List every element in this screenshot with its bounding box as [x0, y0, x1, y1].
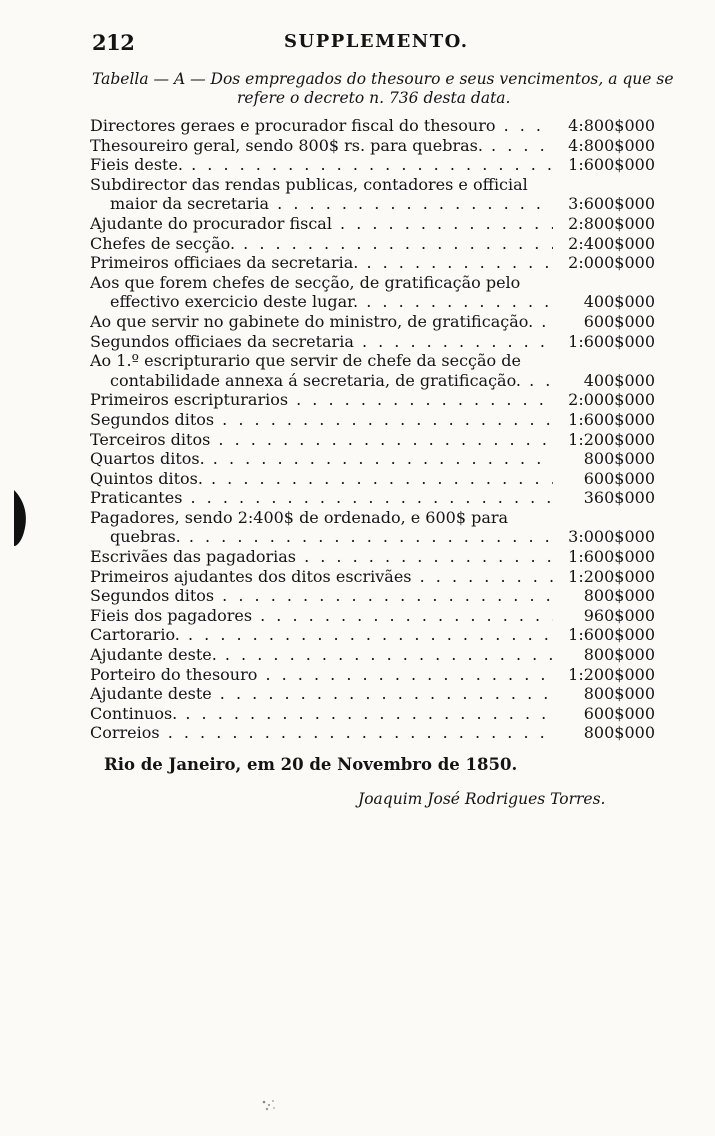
salary-table — [90, 116, 655, 743]
entry-description: Quintos ditos. . . . — [90, 469, 553, 489]
table-row — [90, 684, 655, 704]
entry-description: Fieis dos pagadores . . . — [90, 606, 553, 626]
ink-speck-icon — [258, 1096, 280, 1114]
table-row — [90, 665, 655, 685]
table-row — [90, 312, 655, 332]
entry-description — [90, 351, 553, 390]
entry-amount: 800$000 — [583, 645, 655, 665]
entry-description: Segundos ditos . . . — [90, 586, 553, 606]
entry-description: Thesoureiro geral, sendo 800$ rs. para quebras. . . . — [90, 136, 553, 156]
entry-description: Primeiros escripturarios . . . — [90, 390, 553, 410]
entry-description: Quartos ditos. . . . — [90, 449, 553, 469]
table-row — [90, 606, 655, 626]
entry-amount: 3:000$000 — [568, 527, 655, 547]
table-row — [90, 410, 655, 430]
table-row — [90, 175, 655, 214]
table-row — [90, 155, 655, 175]
entry-description-line-2: effectivo exercicio deste lugar. . . . — [90, 292, 553, 312]
entry-description: Fieis deste. . . . — [90, 155, 553, 175]
entry-amount: 800$000 — [583, 684, 655, 704]
entry-amount: 1:600$000 — [568, 409, 655, 429]
table-row — [90, 625, 655, 645]
entry-description — [90, 273, 553, 312]
entry-description: Continuos. . . . — [90, 704, 553, 724]
entry-amount: 600$000 — [583, 468, 655, 488]
entry-amount: 800$000 — [583, 586, 655, 606]
entry-amount: 960$000 — [583, 605, 655, 625]
table-row — [90, 508, 655, 547]
binding-mark-icon — [12, 488, 30, 548]
entry-amount: 400$000 — [583, 292, 655, 312]
table-row — [90, 430, 655, 450]
table-row — [90, 488, 655, 508]
entry-amount: 4:800$000 — [568, 116, 655, 135]
entry-description: Ajudante deste. . . . — [90, 645, 553, 665]
table-row — [90, 332, 655, 352]
table-row — [90, 449, 655, 469]
entry-description: Cartorario. . . . — [90, 625, 553, 645]
entry-description: Segundos ditos . . . — [90, 410, 553, 430]
entry-amount: 800$000 — [583, 449, 655, 469]
entry-amount: 1:200$000 — [568, 566, 655, 586]
running-head: SUPPLEMENTO. — [284, 31, 469, 52]
signature: Joaquim José Rodrigues Torres. — [358, 790, 606, 808]
entry-description: Directores geraes e procurador fiscal do thesouro . . . — [90, 116, 553, 136]
table-row — [90, 567, 655, 587]
table-title-line-1: Tabella — A — Dos empregados do thesouro e seus vencimentos, a que se — [92, 70, 674, 88]
entry-amount: 1:600$000 — [568, 331, 655, 351]
entry-amount: 2:000$000 — [568, 253, 655, 273]
entry-amount: 1:600$000 — [568, 155, 655, 175]
entry-description-line-2: contabilidade annexa á secretaria, de gratificação. . . . — [90, 371, 553, 391]
table-row — [90, 273, 655, 312]
table-row — [90, 704, 655, 724]
entry-amount: 1:600$000 — [568, 547, 655, 567]
entry-amount: 1:600$000 — [568, 625, 655, 645]
entry-description: Ajudante deste . . . — [90, 684, 553, 704]
entry-description: Primeiros ajudantes dos ditos escrivães . . . — [90, 567, 553, 587]
entry-description-line-1: Subdirector das rendas publicas, contadores e official — [90, 174, 528, 194]
entry-amount: 400$000 — [583, 370, 655, 390]
place-and-date: Rio de Janeiro, em 20 de Novembro de 1850. — [104, 755, 518, 774]
entry-description: Chefes de secção. . . . — [90, 234, 553, 254]
entry-description: Porteiro do thesouro . . . — [90, 665, 553, 685]
table-row — [90, 136, 655, 156]
table-row — [90, 469, 655, 489]
entry-amount: 600$000 — [583, 703, 655, 723]
page-number: 212 — [92, 30, 135, 55]
table-title-line-2: refere o decreto n. 736 desta data. — [237, 89, 511, 107]
table-row — [90, 723, 655, 743]
entry-description-line-2: maior da secretaria . . . — [90, 194, 553, 214]
table-row — [90, 586, 655, 606]
table-row — [90, 116, 655, 136]
entry-description-line-1: Aos que forem chefes de secção, de gratificação pelo — [90, 272, 521, 292]
entry-description-line-2: quebras. . . . — [90, 527, 553, 547]
entry-description: Praticantes . . . — [90, 488, 553, 508]
entry-description: Ao que servir no gabinete do ministro, de gratificação. . . . — [90, 312, 553, 332]
table-row — [90, 390, 655, 410]
entry-description: Terceiros ditos . . . — [90, 430, 553, 450]
entry-amount: 600$000 — [583, 311, 655, 331]
entry-amount: 360$000 — [583, 488, 655, 508]
entry-description: Primeiros officiaes da secretaria. . . . — [90, 253, 553, 273]
entry-description: Ajudante do procurador fiscal . . . — [90, 214, 553, 234]
entry-description-line-1: Ao 1.º escripturario que servir de chefe da secção de — [90, 351, 521, 371]
entry-amount: 800$000 — [583, 723, 655, 743]
entry-description — [90, 508, 553, 547]
entry-amount: 2:400$000 — [568, 233, 655, 253]
entry-amount: 4:800$000 — [568, 135, 655, 155]
entry-description: Correios . . . — [90, 723, 553, 743]
entry-amount: 1:200$000 — [568, 664, 655, 684]
table-row — [90, 547, 655, 567]
table-row — [90, 214, 655, 234]
table-row — [90, 234, 655, 254]
entry-description: Segundos officiaes da secretaria . . . — [90, 332, 553, 352]
table-title — [92, 70, 674, 108]
entry-description — [90, 175, 553, 214]
entry-amount: 2:000$000 — [568, 390, 655, 410]
entry-amount: 1:200$000 — [568, 429, 655, 449]
entry-description: Escrivães das pagadorias . . . — [90, 547, 553, 567]
entry-description-line-1: Pagadores, sendo 2:400$ de ordenado, e 600$ para — [90, 507, 509, 527]
table-row — [90, 351, 655, 390]
entry-amount: 2:800$000 — [568, 213, 655, 233]
table-row — [90, 253, 655, 273]
table-row — [90, 645, 655, 665]
entry-amount: 3:600$000 — [568, 194, 655, 214]
